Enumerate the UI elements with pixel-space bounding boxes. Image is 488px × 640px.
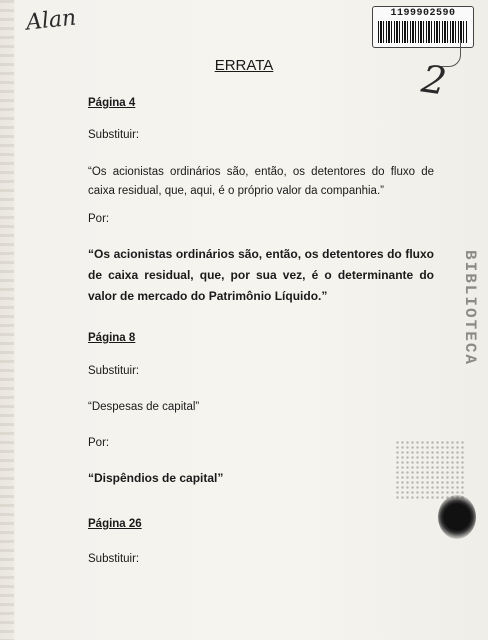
substitute-label: Substituir:	[88, 129, 140, 141]
ink-smudge	[438, 495, 476, 539]
section-heading-page-26: Página 26	[88, 518, 142, 530]
handwritten-annotation: Alan	[24, 5, 78, 36]
handwritten-page-number: 2	[419, 56, 450, 104]
page-title: ERRATA	[214, 57, 274, 74]
library-stamp-text: BIBLIOTECA	[461, 250, 479, 367]
original-text: “Os acionistas ordinários são, então, os detentores do fluxo de caixa residual, que, aqui, é o próprio valor da companhia.”	[88, 166, 434, 197]
barcode-number: 1199902590	[390, 8, 456, 19]
by-label: Por:	[88, 437, 110, 449]
section-heading-page-8: Página 8	[88, 332, 136, 344]
section-heading-page-4: Página 4	[88, 97, 136, 109]
substitute-label: Substituir:	[88, 365, 140, 377]
substitute-label: Substituir:	[88, 553, 140, 565]
scan-edge-shadow	[0, 0, 14, 640]
replacement-text: “Os acionistas ordinários são, então, os detentores do fluxo de caixa residual, que, por sua vez, é o determinante do valor de mercado do Patrimônio Líquido.”	[88, 247, 434, 303]
original-text: “Despesas de capital”	[88, 401, 200, 413]
by-label: Por:	[88, 213, 110, 225]
scan-noise	[395, 440, 465, 500]
replacement-text: “Dispêndios de capital”	[88, 471, 224, 485]
